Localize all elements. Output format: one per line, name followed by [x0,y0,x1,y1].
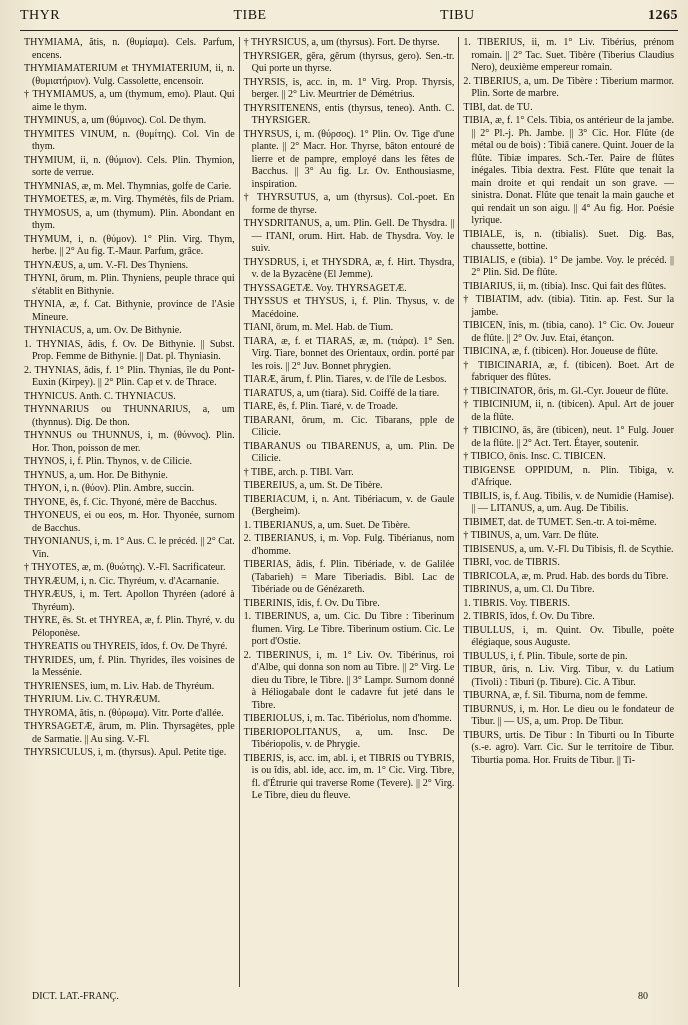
dictionary-entry: THYRSAGETÆ, ārum, m. Plin. Thyrsagètes, pple de Sarmatie. || Au sing. V.-Fl. [24,721,235,745]
dictionary-entry: 1. TIBERINUS, a, um. Cic. Du Tibre : Tiberinum flumen. Virg. Le Tibre. Tiberinum ostium. Cic. Le port d'Ostie. [243,611,455,647]
dictionary-entry: TIBIALE, is, n. (tibialis). Suet. Dig. Bas, chaussette, bottine. [463,228,675,252]
dictionary-entry: TIBULUS, i, f. Plin. Tibule, sorte de pin. [463,650,628,662]
dictionary-entry: 1. TIBERIUS, ii, m. 1° Liv. Tibérius, prénom romain. || 2° Tac. Suet. Tibère (Tiberius Claudius Nero), deuxième empereur romain. [463,37,675,73]
dictionary-entry: TIBIA, æ, f. 1° Cels. Tibia, os antérieur de la jambe. || 2° Pl.-j. Ph. Jambe. || 3° Cic. Hor. Flûte (de métal ou de bois) : Tibiā canere. Quint. Jouer de la flûte. Tibiæ impares. Sch.-Ter. Paire de flûtes inégales. Tibia dextra. Fest. Flûte que tenait la main droite et qui rendait un son grave. — sinistra. Donat. Flûte que tenait la main gauche et qui rendait un son aigu. || 4° Au fig. Hor. Poésie lyrique. [463,115,675,226]
dictionary-entry: TIBARANUS ou TIBARENUS, a, um. Plin. De Cilicie. [243,440,455,464]
dictionary-entry: THYRSICULUS, i, m. (thyrsus). Apul. Petite tige. [24,747,227,758]
dictionary-entry: THYSDRITANUS, a, um. Plin. Gell. De Thysdra. || — ITANI, orum. Hirt. Hab. de Thysdra. Voy. le suiv. [243,218,455,254]
dictionary-entry: 2. TIBERIUS, a, um. De Tibère : Tiberium marmor. Plin. Sorte de marbre. [463,75,675,99]
dictionary-entry: TIBERIS, is, acc. im, abl. i, et TIBRIS ou TYBRIS, is ou ĭdis, abl. ide, acc. im, m. 1° Cic. Virg. Tibre, fl. d'Étrurie qui traverse Rome (Tevere). || 2° Virg. Le Tibre, dieu du fleuve. [243,752,455,801]
entry-columns [20,37,678,987]
dictionary-entry: TIBARANI, ōrum, m. Cic. Tibarans, pple de Cilicie. [243,414,455,438]
dictionary-entry: THYONIANUS, i, m. 1° Aus. C. le précéd. || 2° Cat. Vin. [24,536,235,560]
running-head [20,8,678,31]
dictionary-entry: THYMINUS, a, um (θύμινος). Col. De thym. [24,115,207,126]
dictionary-entry: TIBERIAS, ădis, f. Plin. Tibériade, v. de Galilée (Tabarieh) = Mare Tiberiadis. Bibl. Lac de Tibériade ou de Génézareth. [243,559,455,595]
dictionary-entry: TIBIGENSE OPPIDUM, n. Plin. Tibiga, v. d'Afrique. [463,464,675,488]
dictionary-entry: TIBURNUS, i, m. Hor. Le dieu ou le fondateur de Tibur. || — US, a, um. Prop. De Tibur. [463,703,675,727]
dictionary-entry: TIBUR, ŭris, n. Liv. Virg. Tibur, v. du Latium (Tivoli) : Tiburi (p. Tibure). Cic. A Tibur. [463,664,675,688]
dictionary-entry: TIBICEN, ĭnis, m. (tibia, cano). 1° Cic. Ov. Joueur de flûte. || 2° Ov. Juv. Etai, étançon. [463,320,675,344]
dictionary-entry: 2. THYNIAS, ădis, f. 1° Plin. Thynias, île du Pont-Euxin (Kirpey). || 2° Plin. Cap et v. de Thrace. [24,364,235,388]
dictionary-entry: THYNNARIUS ou THUNNARIUS, a, um (thynnus). Dig. De thon. [24,404,235,428]
dictionary-entry: † TIBINUS, a, um. Varr. De flûte. [463,530,599,541]
dictionary-entry: † THYOTES, æ, m. (θυώτης). V.-Fl. Sacrificateur. [24,562,226,573]
dictionary-entry: 2. TIBERIANUS, i, m. Vop. Fulg. Tibérianus, nom d'homme. [243,533,455,557]
dictionary-entry: THYSSUS et THYSUS, i, f. Plin. Thysus, v. de Macédoine. [243,296,455,320]
dictionary-entry: THYRIENSES, ium, m. Liv. Hab. de Thyréum. [24,680,215,692]
dictionary-entry: TIBRINUS, a, um. Cl. Du Tibre. [463,584,595,595]
dictionary-entry: 1. TIBRIS. Voy. TIBERIS. [463,597,571,609]
dictionary-entry: TIBIARIUS, ii, m. (tibia). Insc. Qui fait des flûtes. [463,280,667,292]
footer-signature: DICT. LAT.-FRANÇ. [32,991,119,1002]
dictionary-entry: TIARA, æ, f. et TIARAS, æ, m. (τιάρα). 1° Sen. Virg. Tiare, bonnet des Orientaux, ordin. porté par les rois. || 2° Juv. Bonnet phrygien. [243,335,455,372]
dictionary-entry: THYRÆUM, i, n. Cic. Thyréum, v. d'Acarnanie. [24,575,220,587]
dictionary-entry: TIBURS, urtis. De Tibur : In Tiburti ou In Tiburte (s.-e. agro). Varr. Cic. Sur le territoire de Tibur. Tiburtia poma. Hor. Fruits de Tibur. || Ti- [463,729,675,766]
dictionary-entry: THYMUM, i, n. (θύμον). 1° Plin. Virg. Thym, herbe. || 2° Au fig. T.-Maur. Parfum, grâce. [24,233,235,257]
dictionary-entry: † TIBICINARIA, æ, f. (tibicen). Boet. Art de fabriquer des flûtes. [463,359,675,383]
dictionary-entry: † TIBICO, ōnis. Insc. C. TIBICEN. [463,451,606,462]
dictionary-entry: TIBERINIS, ĭdis, f. Ov. Du Tibre. [243,597,380,609]
dictionary-entry: † THYMIAMUS, a, um (thymum, emo). Plaut. Qui aime le thym. [24,89,235,113]
dictionary-entry: TIBURNA, æ, f. Sil. Tiburna, nom de femme. [463,690,648,701]
dictionary-entry: † THYRSICUS, a, um (thyrsus). Fort. De thyrse. [243,37,440,48]
dictionary-entry: 2. TIBRIS, ĭdos, f. Ov. Du Tibre. [463,611,595,622]
dictionary-entry: THYMIAMATERIUM et THYMIATERIUM, ii, n. (θυμιατήριον). Vulg. Cassolette, encensoir. [24,63,235,87]
dictionary-entry: THYMITES VINUM, n. (θυμίτης). Col. Vin de thym. [24,128,235,152]
dictionary-entry: TIARE, ēs, f. Plin. Tiaré, v. de Troade. [243,401,399,412]
dictionary-entry: † TIBICINO, ās, āre (tibicen), neut. 1° Fulg. Jouer de la flûte. || 2° Act. Tert. Étayer, soutenir. [463,425,675,449]
dictionary-entry: 1. THYNIAS, ădis, f. Ov. De Bithynie. || Subst. Prop. Femme de Bithynie. || Dat. pl. Thyniasin. [24,338,235,362]
dictionary-entry: TIBIMET, dat. de TUMET. Sen.-tr. A toi-même. [463,516,657,528]
dictionary-entry: TIBULLUS, i, m. Quint. Ov. Tibulle, poète élégiaque, sous Auguste. [463,624,675,648]
dictionary-entry: † TIBE, arch. p. TIBI. Varr. [243,466,354,478]
dictionary-entry: THYMNIAS, æ, m. Mel. Thymnias, golfe de Carie. [24,180,232,192]
dictionary-entry: THYON, i, n. (θύον). Plin. Ambre, succin. [24,483,195,494]
dictionary-entry: THYRIUM. Liv. C. THYRÆUM. [24,694,161,705]
dictionary-entry: THYRSUS, i, m. (θύρσος). 1° Plin. Ov. Tige d'une plante. || 2° Macr. Hor. Thyrse, bâton entouré de lierre et de pampre, employé dans les fêtes de Bacchus. || 3° Au fig. Lr. Ov. Enthousiasme, inspiration. [243,128,455,190]
dictionary-entry: TIBRI, voc. de TIBRIS. [463,557,560,568]
dictionary-entry: THYREATIS ou THYREIS, ĭdos, f. Ov. De Thyré. [24,641,228,652]
column-middle [239,37,459,987]
column-right [458,37,678,987]
page-footer [20,987,678,1002]
page-number: 1265 [647,8,678,23]
dictionary-entry: TIBICINA, æ, f. (tibicen). Hor. Joueuse de flûte. [463,346,659,357]
dictionary-entry: TIARATUS, a, um (tiara). Sid. Coiffé de la tiare. [243,387,440,399]
dictionary-entry: THYROMA, ătis, n. (θύρωμα). Vitr. Porte d'allée. [24,707,224,719]
dictionary-entry: † THYRSUTUS, a, um (thyrsus). Col.-poet. En forme de thyrse. [243,192,455,216]
dictionary-entry: THYMIAMA, ătis, n. (θυμίαμα). Cels. Parfum, encens. [24,37,235,61]
dictionary-entry: THYNI, ōrum, m. Plin. Thyniens, peuple thrace qui s'établit en Bithynie. [24,273,235,297]
dictionary-entry: TIBERIOPOLITANUS, a, um. Insc. De Tibériopolis, v. de Phrygie. [243,726,455,750]
dictionary-entry: † TIBICINATOR, ōris, m. Gl.-Cyr. Joueur de flûte. [463,385,669,397]
dictionary-entry: THYSDRUS, i, et THYSDRA, æ, f. Hirt. Thysdra, v. de la Byzacène (El Jemme). [243,256,455,280]
header-center-guide-word: TIBE [233,8,267,23]
dictionary-entry: THYNNUS ou THUNNUS, i, m. (θύννος). Plin. Hor. Thon, poisson de mer. [24,430,235,454]
dictionary-entry: THYMOETES, æ, m. Virg. Thymétès, fils de Priam. [24,194,235,205]
dictionary-entry: THYNIACUS, a, um. Ov. De Bithynie. [24,325,182,336]
dictionary-entry: TIANI, ōrum, m. Mel. Hab. de Tium. [243,322,394,333]
dictionary-entry: THYRE, ēs. St. et THYREA, æ, f. Plin. Thyré, v. du Péloponèse. [24,615,235,639]
dictionary-entry: † TIBICINIUM, ii, n. (tibicen). Apul. Art de jouer de la flûte. [463,399,675,423]
dictionary-entry: † TIBIATIM, adv. (tibia). Titin. ap. Fest. Sur la jambe. [463,294,675,318]
dictionary-entry: TIARÆ, ārum, f. Plin. Tiares, v. de l'île de Lesbos. [243,374,447,385]
dictionary-entry: TIBI, dat. de TU. [463,101,533,113]
dictionary-entry: TIBEREIUS, a, um. St. De Tibère. [243,480,383,491]
dictionary-entry: THYNÆUS, a, um. V.-Fl. Des Thyniens. [24,259,189,271]
dictionary-entry: THYNIA, æ, f. Cat. Bithynie, province de l'Asie Mineure. [24,299,235,323]
dictionary-entry: THYRIDES, um, f. Plin. Thyrides, îles voisines de la Messénie. [24,654,235,678]
footer-sheet-number: 80 [638,991,648,1002]
dictionary-entry: THYSSAGETÆ. Voy. THYRSAGETÆ. [243,282,407,294]
dictionary-entry: 1. TIBERIANUS, a, um. Suet. De Tibère. [243,519,411,531]
column-left [20,37,239,987]
header-right-guide-word: TIBU [439,8,475,23]
dictionary-entry: 2. TIBERINUS, i, m. 1° Liv. Ov. Tibérinus, roi d'Albe, qui donna son nom au Tibre. || 2° Virg. Le dieu du Tibre, le Tibre. || 3° Lampr. Surnom donné à Héliogabale dont le cadavre fut jeté dans le Tibre. [243,649,455,711]
dictionary-entry: TIBERIOLUS, i, m. Tac. Tibériolus, nom d'homme. [243,713,452,724]
dictionary-entry: THYMIUM, ii, n. (θύμιον). Cels. Plin. Thymion, sorte de verrue. [24,154,235,178]
header-left-guide-word: THYR [20,8,61,23]
dictionary-entry: TIBERIACUM, i, n. Ant. Tibériacum, v. de Gaule (Bergheim). [243,493,455,517]
dictionary-entry: THYNICUS. Anth. C. THYNIACUS. [24,390,176,402]
dictionary-entry: THYONEUS, ei ou eos, m. Hor. Thyonée, surnom de Bacchus. [24,510,235,534]
dictionary-entry: THYONE, ēs, f. Cic. Thyoné, mère de Bacchus. [24,496,217,508]
dictionary-entry: THYRSIS, is, acc. in, m. 1° Virg. Prop. Thyrsis, berger. || 2° Liv. Meurtrier de Démétrius. [243,76,455,100]
dictionary-entry: TIBILIS, is, f. Aug. Tibilis, v. de Numidie (Hamise). || — LITANUS, a, um. Aug. De Tibilis. [463,490,675,514]
dictionary-entry: TIBRICOLA, æ, m. Prud. Hab. des bords du Tibre. [463,570,669,582]
dictionary-entry: TIBISENUS, a, um. V.-Fl. Du Tibisis, fl. de Scythie. [463,543,674,555]
dictionary-entry: THYMOSUS, a, um (thymum). Plin. Abondant en thym. [24,207,235,231]
dictionary-entry: THYNOS, i, f. Plin. Thynos, v. de Cilicie. [24,456,193,467]
dictionary-entry: THYRSIGER, gĕra, gĕrum (thyrsus, gero). Sen.-tr. Qui porte un thyrse. [243,50,455,74]
dictionary-entry: TIBIALIS, e (tibia). 1° De jambe. Voy. le précéd. || 2° Plin. Sid. De flûte. [463,254,675,278]
dictionary-entry: THYRSITENENS, entis (thyrsus, teneo). Anth. C. THYRSIGER. [243,102,455,126]
dictionary-entry: THYRÆUS, i, m. Tert. Apollon Thyréen (adoré à Thyréum). [24,589,235,613]
dictionary-entry: THYNUS, a, um. Hor. De Bithynie. [24,469,168,481]
